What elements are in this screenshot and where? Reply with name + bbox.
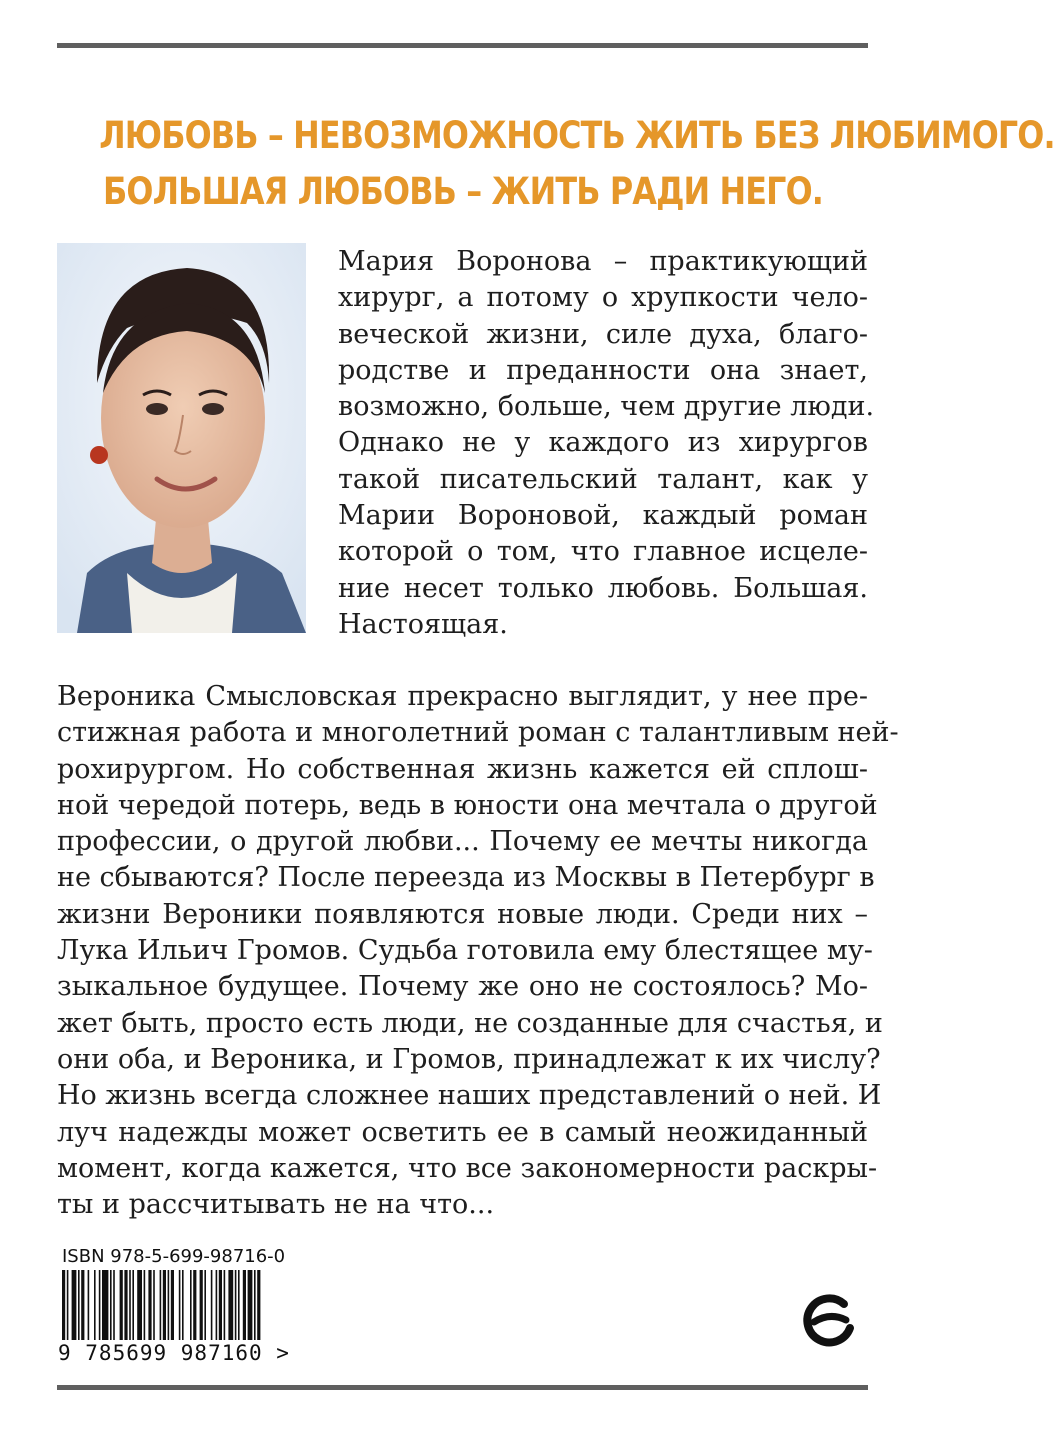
bio-line: Мария Воронова – практикующий <box>338 246 868 277</box>
bio-line: которой о том, что главное исцеле- <box>338 536 868 568</box>
description-line: профессии, о другой любви... Почему ее мечты никогда <box>57 826 868 858</box>
barcode-bar <box>163 1270 166 1340</box>
barcode-bar <box>200 1270 203 1340</box>
bio-line: возможно, больше, чем другие люди. <box>338 391 875 423</box>
isbn-label: ISBN 978-5-699-98716-0 <box>62 1246 286 1267</box>
barcode-bar <box>81 1270 84 1340</box>
bio-line: ние несет только любовь. Большая. <box>338 572 868 604</box>
description-line: жизни Вероники появляются новые люди. Среди них – <box>57 898 868 930</box>
barcode-bar <box>72 1270 77 1340</box>
barcode-digits: 9 785699 987160 > <box>58 1341 290 1365</box>
barcode-bar <box>168 1270 170 1340</box>
barcode-bar <box>102 1270 108 1340</box>
barcode-bar <box>67 1270 69 1340</box>
barcode-bar <box>248 1270 253 1340</box>
bio-line: родстве и преданности она знает, <box>338 354 868 386</box>
top-divider <box>57 43 868 48</box>
barcode-bar <box>144 1270 146 1340</box>
description-line: они оба, и Вероника, и Громов, принадлежат к их числу? <box>57 1043 881 1075</box>
description-line: момент, когда кажется, что все закономерности раскры- <box>57 1152 878 1184</box>
barcode-bar <box>171 1270 174 1340</box>
description-line: Но жизнь всегда сложнее наших представлений о ней. И <box>57 1080 882 1112</box>
barcode-bar <box>224 1270 226 1340</box>
description-line: стижная работа и многолетний роман с талантливым ней- <box>57 717 899 749</box>
barcode-bar <box>110 1270 112 1340</box>
barcode-bar <box>160 1270 162 1340</box>
description-line: Лука Ильич Громов. Судьба готовила ему блестящее му- <box>57 935 873 967</box>
barcode-bar <box>235 1270 237 1340</box>
tagline-line-1: ЛЮБОВЬ – НЕВОЗМОЖНОСТЬ ЖИТЬ БЕЗ ЛЮБИМОГО. <box>99 114 1055 157</box>
description-line: луч надежды может осветить ее в самый неожиданный <box>57 1116 868 1148</box>
barcode-bar <box>94 1270 96 1340</box>
barcode-bar <box>182 1270 184 1340</box>
barcode-bar <box>129 1270 131 1340</box>
description-line: ты и рассчитывать не на что... <box>57 1189 495 1221</box>
bio-line: хирург, а потому о хрупкости чело- <box>338 282 868 314</box>
barcode-bar <box>99 1270 101 1340</box>
barcode-bar <box>120 1270 123 1340</box>
barcode-bar <box>238 1270 240 1340</box>
barcode-bar <box>137 1270 142 1340</box>
tagline <box>99 108 1055 220</box>
barcode-bar <box>179 1270 181 1340</box>
description-line: рохирургом. Но собственная жизнь кажется ей сплош- <box>57 753 868 785</box>
barcode-bar <box>132 1270 134 1340</box>
barcode-bar <box>254 1270 256 1340</box>
barcode-bar <box>113 1270 115 1340</box>
barcode-bar <box>219 1270 222 1340</box>
bio-line: Марии Вороновой, каждый роман <box>338 500 868 532</box>
barcode-bar <box>243 1270 246 1340</box>
barcode-bar <box>78 1270 80 1340</box>
barcode-bar <box>62 1270 65 1340</box>
barcode-bar <box>153 1270 155 1340</box>
description-line: зыкальное будущее. Почему же оно не состоялось? Мо- <box>57 971 868 1003</box>
bio-line: Однако не у каждого из хирургов <box>338 427 868 459</box>
barcode-bar <box>211 1270 213 1340</box>
description-line: ной чередой потерь, ведь в юности она мечтала о другой <box>57 789 878 821</box>
barcode-bar <box>204 1270 206 1340</box>
book-description <box>57 679 899 1223</box>
bio-line: веческой жизни, силе духа, благо- <box>338 318 868 350</box>
eksmo-logo-icon <box>800 1290 860 1350</box>
barcode-bar <box>190 1270 192 1340</box>
bottom-divider <box>57 1385 868 1390</box>
bio-line: Настоящая. <box>338 608 508 640</box>
tagline-line-2: БОЛЬШАЯ ЛЮБОВЬ – ЖИТЬ РАДИ НЕГО. <box>102 170 824 213</box>
author-photo <box>57 243 306 633</box>
author-bio <box>338 244 875 643</box>
barcode-bar <box>228 1270 233 1340</box>
barcode-bar <box>124 1270 127 1340</box>
description-line: не сбываются? После переезда из Москвы в Петербург в <box>57 862 875 894</box>
description-line: Вероника Смысловская прекрасно выглядит, у нее пре- <box>57 681 868 712</box>
barcode-bar <box>257 1270 260 1340</box>
barcode-bar <box>216 1270 218 1340</box>
barcode-bar <box>193 1270 196 1340</box>
description-line: жет быть, просто есть люди, не созданные для счастья, и <box>57 1007 883 1039</box>
barcode-bar <box>88 1270 90 1340</box>
author-portrait-icon <box>57 243 306 633</box>
bio-line: такой писательский талант, как у <box>338 463 868 495</box>
barcode-bar <box>148 1270 151 1340</box>
